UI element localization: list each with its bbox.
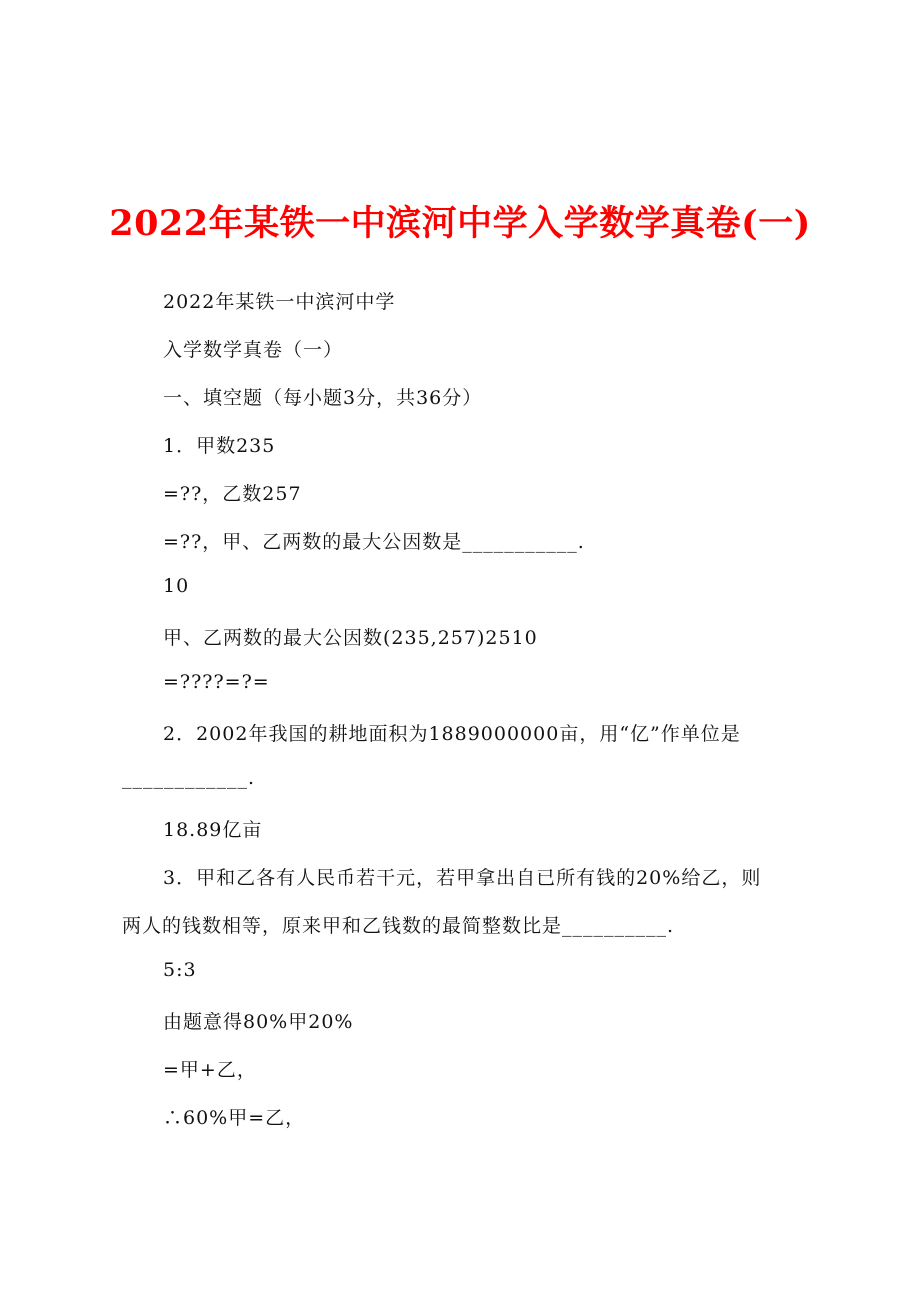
solution-1-line: 甲、乙两数的最大公因数(235,257)2510 <box>163 627 538 649</box>
question-1-line: 1．甲数235 <box>163 435 276 457</box>
answer-3: 5:3 <box>163 959 197 981</box>
question-2-line: 2．2002年我国的耕地面积为1889000000亩，用“亿”作单位是 <box>163 723 741 745</box>
question-2-blank: ____________. <box>122 767 256 789</box>
question-3-line: 3．甲和乙各有人民币若干元，若甲拿出自已所有钱的20%给乙，则 <box>163 867 762 889</box>
answer-1: 10 <box>163 575 190 597</box>
question-3-line: 两人的钱数相等，原来甲和乙钱数的最简整数比是__________. <box>122 915 675 937</box>
text-line: 入学数学真卷（一） <box>163 339 344 361</box>
section-heading: 一、填空题（每小题3分，共36分） <box>163 387 483 409</box>
solution-3-line: ∴60%甲=乙， <box>163 1107 306 1129</box>
question-1-line: =??，乙数257 <box>163 483 302 505</box>
text-line: 2022年某铁一中滨河中学 <box>163 291 396 313</box>
solution-1-line: =????=?= <box>163 671 270 693</box>
solution-3-line: 由题意得80%甲20% <box>163 1011 354 1033</box>
document-title: 2022年某铁一中滨河中学入学数学真卷(一) <box>109 203 811 244</box>
question-1-line: =??，甲、乙两数的最大公因数是___________. <box>163 531 585 553</box>
solution-3-line: =甲+乙， <box>163 1059 257 1081</box>
answer-2: 18.89亿亩 <box>163 819 263 841</box>
